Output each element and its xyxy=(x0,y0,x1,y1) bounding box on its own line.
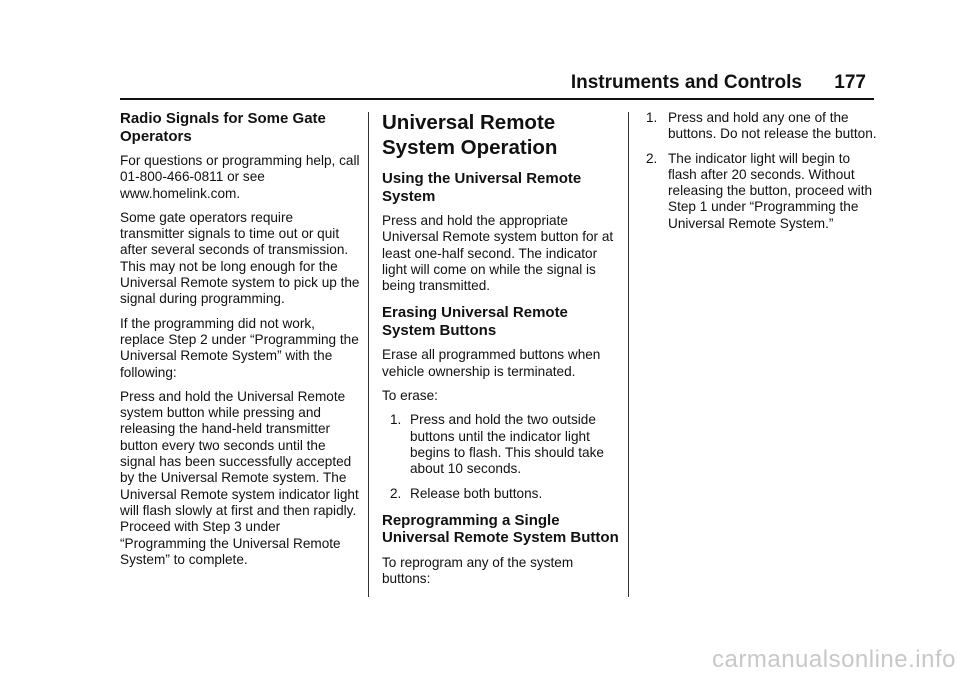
paragraph: For questions or programming help, call 01-800-466-0811 or see www.homelink.com. xyxy=(120,153,360,201)
paragraph: Press and hold the Universal Remote system button while pressing and releasing the hand-held transmitter button every two seconds until the signal has been successfully accepted by the Universal Remote system. The Universal Remote system indicator light will flash slowly at first and then rapidly. Proceed with Step 3 under “Programming the Universal Remote System” to complete. xyxy=(120,388,359,567)
column-3 xyxy=(642,110,878,240)
list-item xyxy=(642,151,878,232)
paragraph: Erase all programmed buttons when vehicle ownership is terminated. xyxy=(382,347,601,379)
reprogramming-heading: Reprogramming a Single Universal Remote System Button xyxy=(382,511,619,547)
step-number: 1. xyxy=(646,110,658,125)
watermark: carmanualsonline.info xyxy=(712,646,956,673)
column-2 xyxy=(382,110,620,595)
paragraph: To reprogram any of the system buttons: xyxy=(382,554,574,587)
header-divider xyxy=(120,98,874,100)
paragraph: Press and hold the appropriate Universal Remote system button for at least one-half second. The indicator light will come on while the signal is being transmitted. xyxy=(382,213,614,294)
paragraph: If the programming did not work, replace Step 2 under “Programming the Universal Remote System” with the following: xyxy=(120,315,359,380)
paragraph: To erase: xyxy=(382,388,438,404)
page-header xyxy=(570,72,874,96)
list-item xyxy=(642,110,878,143)
step-text: Release both buttons. xyxy=(410,485,543,501)
step-text: The indicator light will begin to flash after 20 seconds. Without releasing the button, proceed with Step 1 under “Programming the Universal Remote System.” xyxy=(668,150,873,231)
column-divider-1 xyxy=(368,112,369,597)
step-number: 2. xyxy=(390,485,402,501)
column-divider-2 xyxy=(628,112,629,597)
paragraph: Some gate operators require transmitter signals to time out or quit after several seconds of transmission. This may not be long enough for the Universal Remote system to pick up the signal during programming. xyxy=(120,209,360,307)
section-title: Instruments and Controls xyxy=(570,72,802,93)
radio-signals-heading: Radio Signals for Some Gate Operators xyxy=(120,110,326,145)
section-heading: Universal Remote System Operation xyxy=(382,111,558,159)
erase-steps-list xyxy=(382,412,620,501)
list-item xyxy=(382,412,620,477)
step-text: Press and hold any one of the buttons. Do not release the button. xyxy=(668,110,877,142)
column-1 xyxy=(120,110,360,576)
step-number: 2. xyxy=(646,150,658,166)
using-heading: Using the Universal Remote System xyxy=(382,170,582,205)
reprogram-steps-list xyxy=(642,110,878,232)
erasing-heading: Erasing Universal Remote System Buttons xyxy=(382,304,568,339)
page-number: 177 xyxy=(834,72,866,93)
list-item xyxy=(382,486,620,502)
step-number: 1. xyxy=(390,412,402,428)
step-text: Press and hold the two outside buttons until the indicator light begins to flash. This should take about 10 seconds. xyxy=(410,412,604,477)
